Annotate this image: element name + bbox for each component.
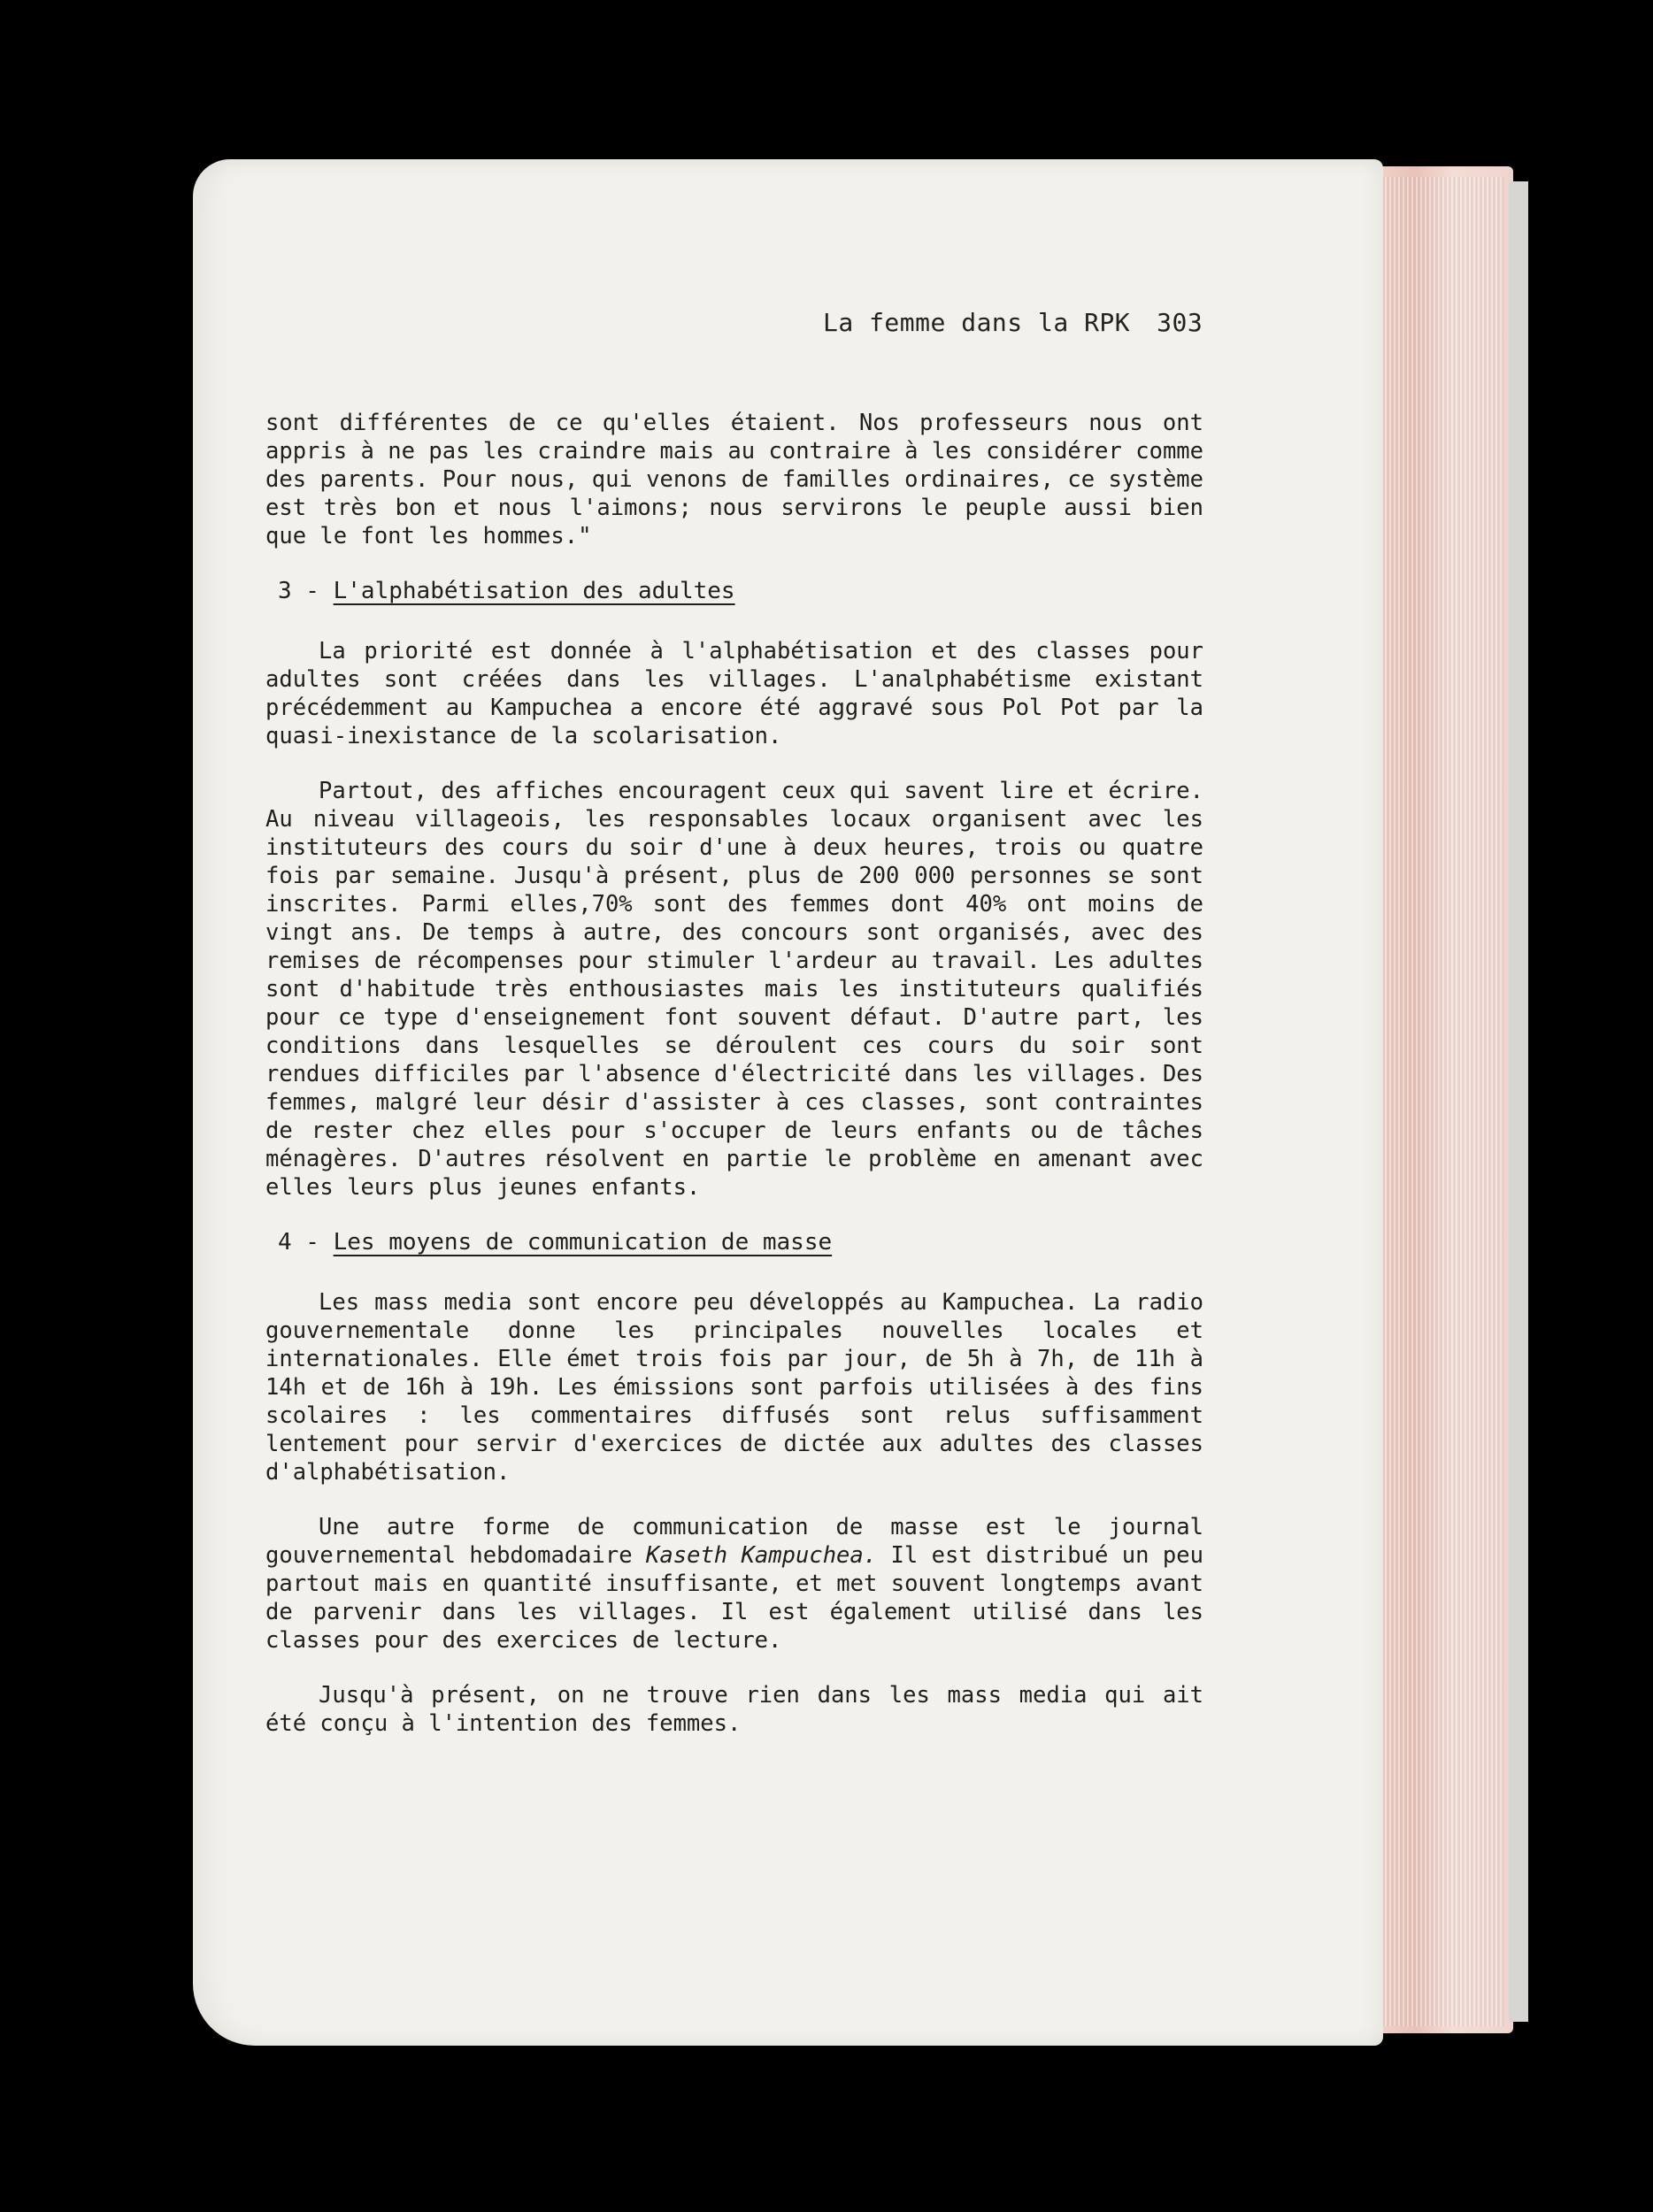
running-head-title: La femme dans la RPK	[823, 308, 1131, 337]
paragraph: Jusqu'à présent, on ne trouve rien dans les mass media qui ait été conçu à l'intention des femmes.	[265, 1682, 1203, 1737]
paragraph: Partout, des affiches encouragent ceux qui savent lire et écrire. Au niveau villageois, les responsables locaux organisent avec les instituteurs des cours du soir d'une à deux heures, trois ou quatre fois par semaine. Jusqu'à présent, plus de 200 000 personnes se sont inscrites. Parmi elles,70% sont des femmes dont 40% ont moins de vingt ans. De temps à autre, des concours sont organisés, avec des remises de récompenses pour stimuler l'ardeur au travail. Les adultes sont d'habitude très enthousiastes mais les instituteurs qualifiés pour ce type d'enseignement font souvent défaut. D'autre part, les conditions dans lesquelles se déroulent ces cours du soir sont rendues difficiles par l'absence d'électricité dans les villages. Des femmes, malgré leur désir d'assister à ces classes, sont contraintes de rester chez elles pour s'occuper de leurs enfants ou de tâches ménagères. D'autres résolvent en partie le problème en amenant avec elles leurs plus jeunes enfants.	[265, 778, 1203, 1201]
section-title: L'alphabétisation des adultes	[333, 578, 735, 604]
back-cover-edge	[1509, 181, 1528, 2022]
page-number: 303	[1157, 308, 1203, 337]
paragraph	[265, 1513, 1203, 1655]
section-number: 3 -	[278, 578, 334, 604]
section-title: Les moyens de communication de masse	[333, 1229, 833, 1256]
section-heading-4	[265, 1228, 1203, 1256]
body-text	[265, 409, 1203, 1738]
paragraph: La priorité est donnée à l'alphabétisation et des classes pour adultes sont créées dans les villages. L'analphabétisme existant précédemment au Kampuchea a encore été aggravé sous Pol Pot par la quasi-inexistance de la scolarisation.	[265, 638, 1203, 749]
text-run: Il est distribué un peu partout mais en quantité insuffisante, et met souvent longtemps avant de parvenir dans les villages. Il est également utilisé dans les classes pour des exercices de lecture.	[265, 1542, 1203, 1654]
newspaper-title: Kaseth Kampuchea.	[646, 1542, 878, 1569]
paragraph-continuation: sont différentes de ce qu'elles étaient. Nos professeurs nous ont appris à ne pas les craindre mais au contraire à les considérer comme des parents. Pour nous, qui venons de familles ordinaires, ce système est très bon et nous l'aimons; nous servirons le peuple aussi bien que le font les hommes."	[265, 410, 1203, 549]
section-number: 4 -	[278, 1229, 334, 1256]
running-head	[823, 308, 1203, 337]
page-edge-texture	[1372, 177, 1504, 2026]
paragraph: Les mass media sont encore peu développés au Kampuchea. La radio gouvernementale donne les principales nouvelles locales et internationales. Elle émet trois fois par jour, de 5h à 7h, de 11h à 14h et de 16h à 19h. Les émissions sont parfois utilisées à des fins scolaires : les commentaires diffusés sont relus suffisamment lentement pour servir d'exercices de dictée aux adultes des classes d'alphabétisation.	[265, 1289, 1203, 1486]
section-heading-3	[265, 577, 1203, 605]
text-run: Une autre forme de communication de masse est le journal gouvernemental hebdomadaire	[265, 1514, 1203, 1569]
